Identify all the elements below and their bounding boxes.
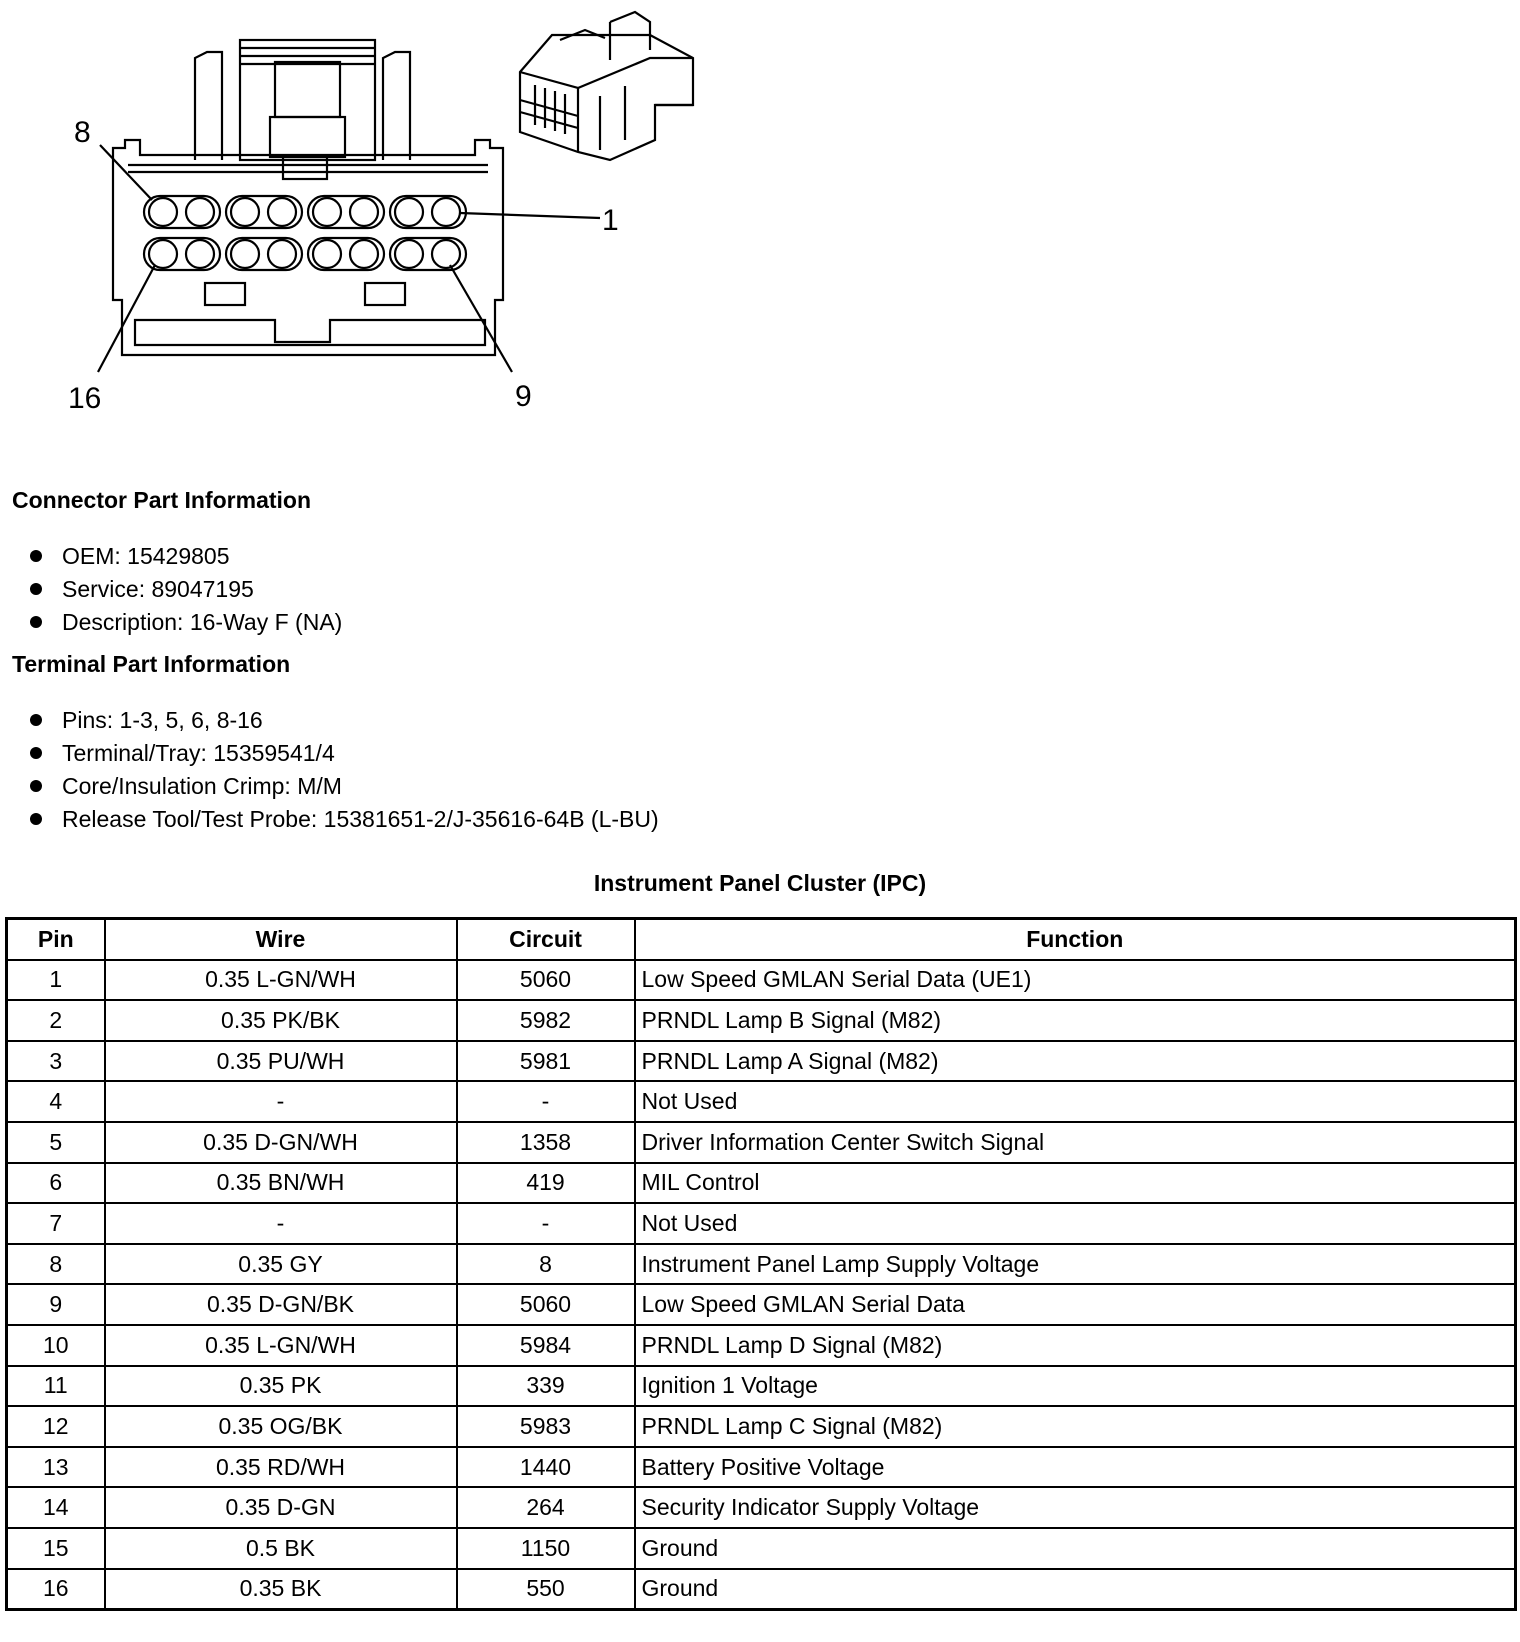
cell-wire: 0.35 D-GN/WH	[105, 1122, 457, 1163]
cell-pin: 10	[7, 1325, 105, 1366]
table-row	[7, 1203, 1516, 1244]
cell-circuit: 5982	[457, 1000, 635, 1041]
table-row	[7, 1284, 1516, 1325]
table-row	[7, 1122, 1516, 1163]
connector-info-heading: Connector Part Information	[12, 487, 312, 513]
table-row	[7, 1244, 1516, 1285]
cell-function: Ignition 1 Voltage	[635, 1366, 1516, 1407]
pinout-table	[5, 917, 1517, 1611]
cell-function: Not Used	[635, 1081, 1516, 1122]
table-row	[7, 1325, 1516, 1366]
cell-pin: 11	[7, 1366, 105, 1407]
cell-function: Ground	[635, 1569, 1516, 1610]
cell-pin: 14	[7, 1487, 105, 1528]
cell-pin: 6	[7, 1163, 105, 1204]
list-item: Terminal/Tray: 15359541/4	[30, 737, 659, 770]
cell-wire: 0.35 PK	[105, 1366, 457, 1407]
cell-function: PRNDL Lamp C Signal (M82)	[635, 1406, 1516, 1447]
cell-pin: 13	[7, 1447, 105, 1488]
list-item: Service: 89047195	[30, 573, 342, 606]
list-item: Core/Insulation Crimp: M/M	[30, 770, 659, 803]
cell-pin: 1	[7, 960, 105, 1001]
cell-circuit: 550	[457, 1569, 635, 1610]
header-wire: Wire	[105, 919, 457, 960]
cell-pin: 4	[7, 1081, 105, 1122]
connector-diagram	[0, 0, 760, 440]
cell-wire: -	[105, 1203, 457, 1244]
cell-function: Security Indicator Supply Voltage	[635, 1487, 1516, 1528]
cell-circuit: 1150	[457, 1528, 635, 1569]
cell-wire: 0.5 BK	[105, 1528, 457, 1569]
cell-circuit: 264	[457, 1487, 635, 1528]
cell-circuit: 5060	[457, 960, 635, 1001]
cell-function: Instrument Panel Lamp Supply Voltage	[635, 1244, 1516, 1285]
cell-function: Battery Positive Voltage	[635, 1447, 1516, 1488]
cell-circuit: 339	[457, 1366, 635, 1407]
cell-function: MIL Control	[635, 1163, 1516, 1204]
cell-circuit: 5983	[457, 1406, 635, 1447]
pin-label-8: 8	[74, 116, 91, 149]
pin-label-1: 1	[602, 204, 619, 237]
cell-wire: 0.35 GY	[105, 1244, 457, 1285]
cell-wire: 0.35 OG/BK	[105, 1406, 457, 1447]
header-function: Function	[635, 919, 1516, 960]
cell-wire: 0.35 D-GN/BK	[105, 1284, 457, 1325]
table-row	[7, 1081, 1516, 1122]
cell-circuit: 5981	[457, 1041, 635, 1082]
cell-pin: 3	[7, 1041, 105, 1082]
cell-function: PRNDL Lamp D Signal (M82)	[635, 1325, 1516, 1366]
header-circuit: Circuit	[457, 919, 635, 960]
list-item: Description: 16-Way F (NA)	[30, 606, 342, 639]
cell-pin: 16	[7, 1569, 105, 1610]
leader-line-1	[460, 213, 600, 218]
cell-wire: 0.35 BN/WH	[105, 1163, 457, 1204]
cell-pin: 12	[7, 1406, 105, 1447]
cell-circuit: -	[457, 1081, 635, 1122]
cell-circuit: 5984	[457, 1325, 635, 1366]
pin-label-9: 9	[515, 380, 532, 413]
table-row	[7, 1447, 1516, 1488]
cell-wire: 0.35 D-GN	[105, 1487, 457, 1528]
cell-circuit: 1358	[457, 1122, 635, 1163]
cell-function: Not Used	[635, 1203, 1516, 1244]
cell-pin: 5	[7, 1122, 105, 1163]
connector-iso-view	[520, 12, 693, 160]
cell-wire: 0.35 RD/WH	[105, 1447, 457, 1488]
cell-circuit: 1440	[457, 1447, 635, 1488]
cell-pin: 15	[7, 1528, 105, 1569]
cell-pin: 8	[7, 1244, 105, 1285]
table-row	[7, 1406, 1516, 1447]
cell-function: PRNDL Lamp A Signal (M82)	[635, 1041, 1516, 1082]
cell-circuit: -	[457, 1203, 635, 1244]
terminal-info-heading: Terminal Part Information	[12, 651, 291, 677]
terminal-info-list	[30, 704, 659, 836]
table-row	[7, 1569, 1516, 1610]
cell-wire: 0.35 L-GN/WH	[105, 960, 457, 1001]
cell-pin: 9	[7, 1284, 105, 1325]
pin-row-top	[144, 196, 466, 228]
cell-circuit: 8	[457, 1244, 635, 1285]
cell-function: Low Speed GMLAN Serial Data (UE1)	[635, 960, 1516, 1001]
cell-pin: 7	[7, 1203, 105, 1244]
table-row	[7, 1528, 1516, 1569]
table-row	[7, 1487, 1516, 1528]
cell-circuit: 5060	[457, 1284, 635, 1325]
list-item: Release Tool/Test Probe: 15381651-2/J-35616-64B (L-BU)	[30, 803, 659, 836]
table-row	[7, 1000, 1516, 1041]
list-item: OEM: 15429805	[30, 540, 342, 573]
pin-row-bottom	[144, 238, 466, 270]
table-row	[7, 960, 1516, 1001]
cell-wire: 0.35 BK	[105, 1569, 457, 1610]
cell-pin: 2	[7, 1000, 105, 1041]
table-row	[7, 1163, 1516, 1204]
cell-wire: -	[105, 1081, 457, 1122]
table-header-row	[7, 919, 1516, 960]
cell-wire: 0.35 L-GN/WH	[105, 1325, 457, 1366]
cell-wire: 0.35 PU/WH	[105, 1041, 457, 1082]
cell-function: Low Speed GMLAN Serial Data	[635, 1284, 1516, 1325]
pin-label-16: 16	[68, 382, 102, 415]
cell-circuit: 419	[457, 1163, 635, 1204]
header-pin: Pin	[7, 919, 105, 960]
table-title: Instrument Panel Cluster (IPC)	[593, 870, 927, 896]
cell-wire: 0.35 PK/BK	[105, 1000, 457, 1041]
cell-function: Driver Information Center Switch Signal	[635, 1122, 1516, 1163]
cell-function: Ground	[635, 1528, 1516, 1569]
list-item: Pins: 1-3, 5, 6, 8-16	[30, 704, 659, 737]
table-row	[7, 1041, 1516, 1082]
connector-info-list	[30, 540, 342, 639]
cell-function: PRNDL Lamp B Signal (M82)	[635, 1000, 1516, 1041]
table-row	[7, 1366, 1516, 1407]
